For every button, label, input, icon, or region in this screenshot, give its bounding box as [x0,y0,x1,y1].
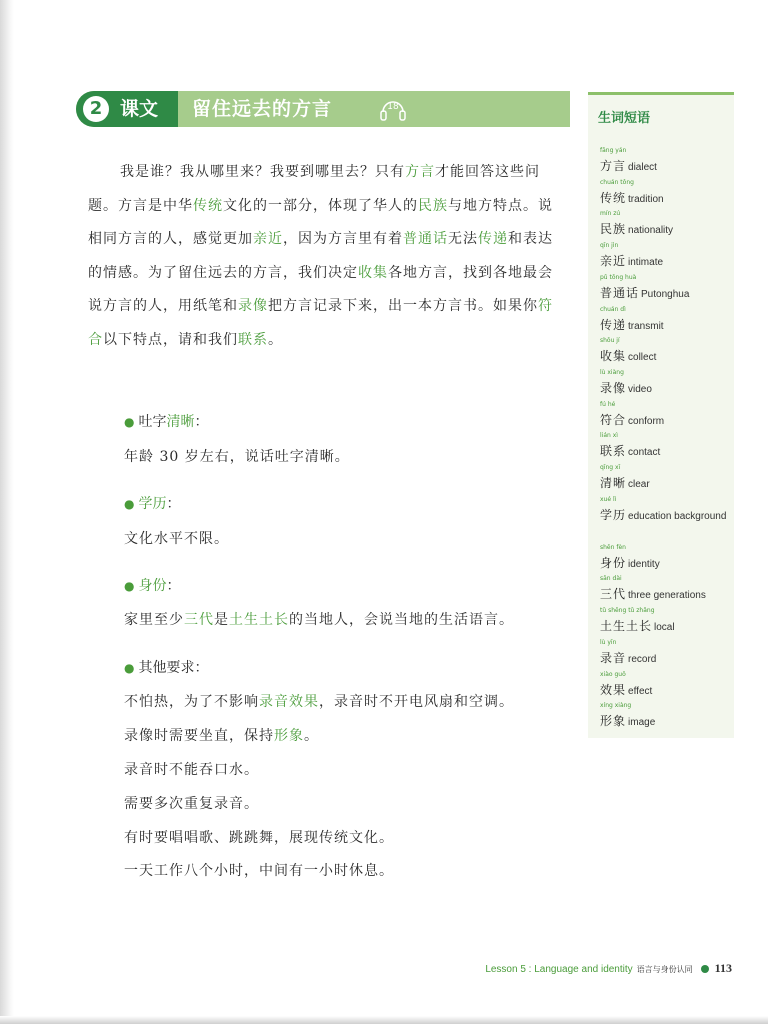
vocab-pinyin: mín zú [600,210,621,218]
vocab-pinyin: lù xiàng [600,368,624,376]
text-run: 和表达的情感。为了留住远去的方言，我们决定 [88,231,553,281]
vocab-keyword: 普通话 [403,231,448,248]
vocab-english: identity [628,558,660,570]
text-run: ，录音时不开电风扇和空调。 [319,694,514,710]
bullet-dot-icon: ● [124,415,135,429]
vocab-item [600,306,732,333]
vocab-hanzi: 普通话 [600,285,640,300]
page-title: 留住远去的方言 [192,98,333,120]
requirement-clarity-text: 年龄 30 岁左右，说话吐字清晰。 [124,449,350,465]
vocab-english: three generations [628,590,706,602]
text-run: 把方言记录下来，出一本方言书。如果你 [268,298,538,315]
vocab-item [600,401,732,428]
vocab-item [600,639,732,666]
lesson-banner [76,91,570,127]
vocab-hanzi: 传统 [600,190,627,205]
text-run: 是 [214,612,229,628]
requirement-identity-text [124,610,514,630]
vocab-item [600,147,732,174]
vocab-pinyin: lián xì [600,432,618,440]
requirement-education-text: 文化水平不限。 [124,531,229,547]
requirement-other-line-1 [124,692,514,712]
vocab-item [600,210,732,237]
vocabulary-title: 生词短语 [598,111,651,126]
vocab-hanzi: 学历 [600,507,627,522]
vocab-pinyin: xiào guǒ [600,670,626,678]
text-run: 无法 [448,231,478,248]
vocab-hanzi: 联系 [600,444,627,459]
text-run: ，因为方言里有着 [283,231,403,248]
vocab-hanzi: 录像 [600,380,627,395]
text-run: 我是谁？我从哪里来？我要到哪里去？只有 [120,164,405,180]
vocab-keyword: 传递 [478,231,508,248]
vocab-item [600,496,732,523]
vocab-english: image [628,717,656,729]
lesson-paragraph [88,156,558,358]
vocab-pinyin: pǔ tōng huà [600,273,637,281]
page-number: 113 [714,961,732,975]
vocab-item [600,337,732,364]
requirement-identity-heading: ● 身份： [124,578,181,594]
vocab-pinyin: chuán tǒng [600,178,634,186]
vocab-pinyin: fāng yán [600,147,627,154]
requirement-other-line-5: 有时要唱唱歌、跳跳舞，展现传统文化。 [124,830,394,846]
text-run: 以下特点，请和我们 [103,331,238,348]
requirement-other-line-3: 录音时不能吞口水。 [124,762,259,778]
vocab-keyword: 方言 [405,164,435,180]
vocab-keyword: 收集 [358,264,388,281]
vocab-pinyin: fú hé [600,400,616,408]
page-footer [485,961,732,976]
vocab-item [600,464,732,491]
vocab-keyword: 符合 [88,298,553,348]
vocab-keyword: 录音效果 [259,694,319,710]
vocab-pinyin: shōu jí [600,337,620,345]
vocab-item [600,274,732,301]
vocab-pinyin: sān dài [600,575,622,583]
vocab-english: education background [628,510,727,522]
text-run: 的当地人，会说当地的生活语言。 [289,612,514,628]
text-run: 文化的一部分，体现了华人的 [223,197,418,214]
page-binding-shadow [0,0,14,1024]
vocab-pinyin: qīn jìn [600,242,619,250]
footer-lesson-label: Lesson 5 : Language and identity [485,964,633,975]
vocab-item [600,179,732,206]
vocab-pinyin: tǔ shēng tǔ zhǎng [600,607,655,615]
vocab-keyword: 联系 [238,331,268,348]
vocab-item [600,369,732,396]
vocab-hanzi: 收集 [600,349,627,364]
vocab-item [600,671,732,698]
bullet-dot-icon: ● [124,497,135,511]
vocab-hanzi: 三代 [600,587,627,602]
vocab-keyword: 传统 [193,197,223,214]
vocab-english: clear [628,479,650,490]
vocab-hanzi: 效果 [600,682,627,697]
vocab-keyword: 三代 [184,612,214,628]
bullet-dot-icon: ● [124,579,135,593]
vocab-hanzi: 传递 [600,317,627,332]
vocab-pinyin: xué lì [600,495,617,503]
vocab-keyword: 录像 [238,298,268,315]
footer-dot-icon [701,965,709,973]
vocab-english: transmit [628,320,664,332]
vocab-item [600,607,732,634]
vocab-english: local [654,622,675,634]
text-run: 各地方言，找到各地最会说方言的人，用纸笔和 [88,264,553,315]
text-run: 才能回答这些问题。方言是中华 [88,164,540,214]
vocab-english: Putonghua [641,288,690,300]
vocab-item [600,432,732,459]
vocab-keyword: 形象 [274,728,304,744]
vocab-hanzi: 民族 [600,222,627,237]
vocab-english: collect [628,352,657,364]
text-run: 。 [268,331,283,348]
vocabulary-sidebar [588,92,734,738]
vocab-hanzi: 清晰 [600,476,627,490]
vocab-english: effect [628,685,653,697]
vocab-pinyin: chuán dì [600,305,626,313]
requirement-other-line-4: 需要多次重复录音。 [124,796,259,812]
requirement-other-heading: ● 其他要求： [124,660,209,676]
requirement-other-line-2 [124,726,319,746]
vocab-keyword: 土生土长 [229,612,289,628]
text-run: 录像时需要坐直，保持 [124,728,274,744]
audio-track-number: 18 [387,102,399,112]
vocab-item [600,575,732,602]
vocab-pinyin: xíng xiàng [600,702,632,710]
vocab-english: dialect [628,162,657,173]
vocab-english: tradition [628,193,664,205]
vocab-english: intimate [628,257,664,269]
lesson-number-badge: 2 [83,96,109,122]
vocab-item [600,544,732,571]
vocab-hanzi: 录音 [600,650,627,665]
headphones-icon[interactable] [378,95,408,123]
vocab-english: nationality [628,225,674,237]
vocab-english: contact [628,447,661,459]
vocab-english: conform [628,415,665,427]
vocab-pinyin: qīng xī [600,464,621,471]
vocab-english: record [628,653,657,665]
text-run: 家里至少 [124,612,184,628]
page-bottom-shadow [0,1016,768,1024]
vocab-hanzi: 方言 [600,159,627,173]
vocab-pinyin: lù yīn [600,638,617,646]
vocab-keyword: 亲近 [253,231,283,248]
section-label: 课文 [120,98,159,120]
vocab-pinyin: shēn fèn [600,543,626,551]
vocab-hanzi: 身份 [600,555,627,570]
vocab-item [600,702,732,729]
vocab-hanzi: 亲近 [600,254,627,269]
text-run: 与地方特点。说相同方言的人，感觉更加 [88,197,553,248]
text-run: 。 [304,728,319,744]
vocab-hanzi: 土生土长 [600,619,653,634]
vocab-hanzi: 形象 [600,714,627,729]
requirement-clarity-heading: ● 吐字清晰： [124,414,209,430]
vocab-hanzi: 符合 [600,412,627,427]
requirement-education-heading: ● 学历： [124,496,181,512]
vocab-english: video [628,383,652,395]
vocab-item [600,242,732,269]
bullet-dot-icon: ● [124,661,135,675]
footer-lesson-label-zh: 语言与身份认同 [636,965,693,974]
vocab-keyword: 民族 [418,197,448,214]
text-run: 不怕热，为了不影响 [124,694,259,710]
requirement-other-line-6: 一天工作八个小时，中间有一小时休息。 [124,863,394,879]
